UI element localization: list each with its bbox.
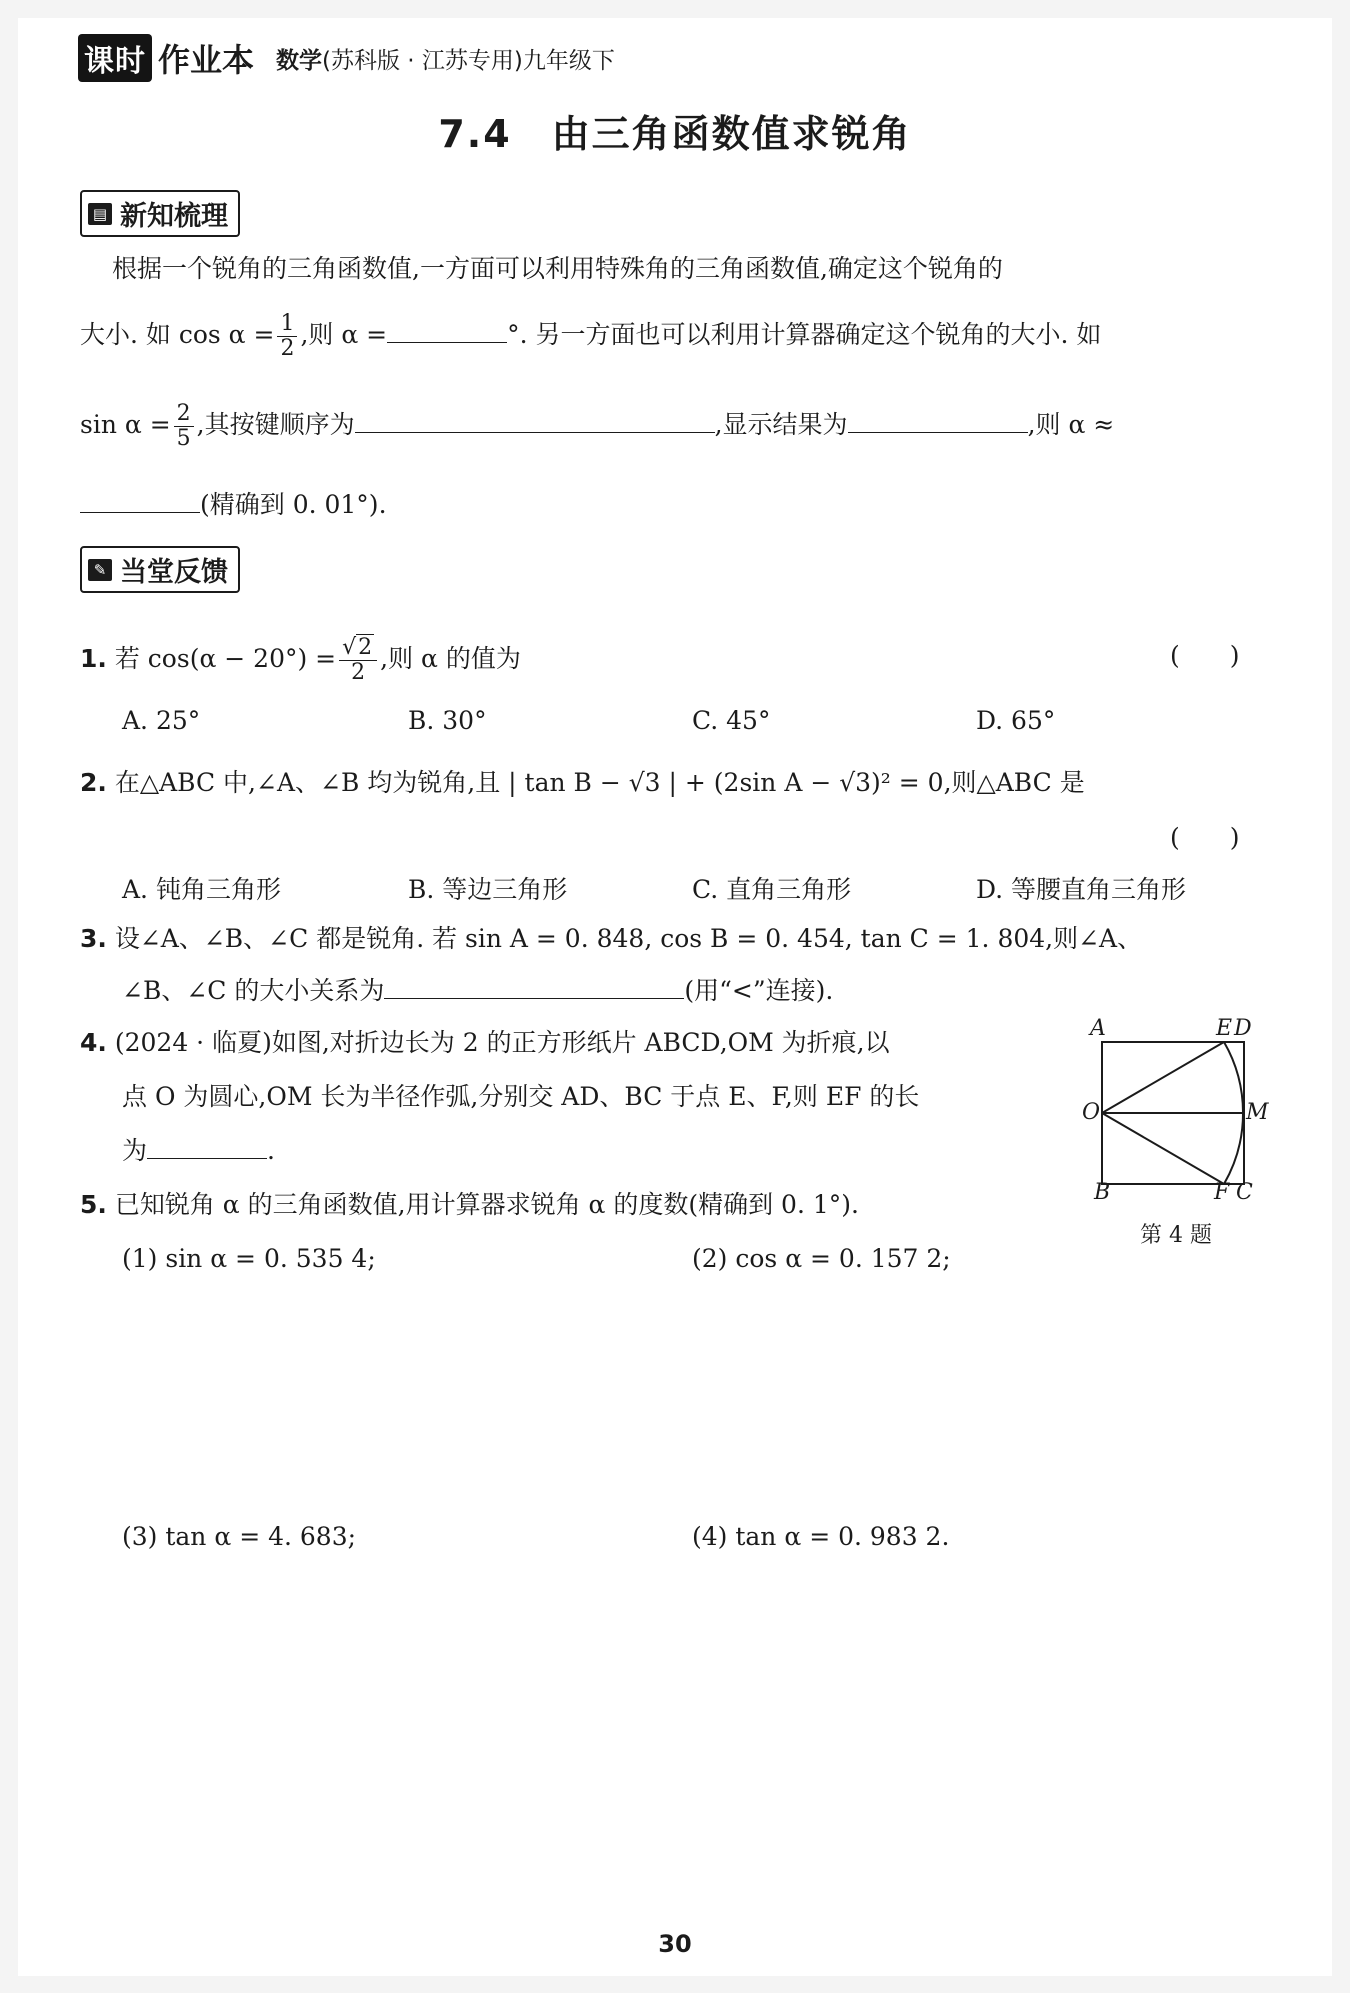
logo-text: 作业本 (158, 41, 255, 79)
section-tag-feedback (80, 546, 240, 593)
text-fragment: ,则 α ≈ (1027, 410, 1115, 440)
answer-blank-angle[interactable] (387, 320, 507, 343)
brand-logo (78, 34, 254, 82)
subject-label (276, 42, 615, 75)
option-d-q1[interactable]: D. 65° (976, 706, 1056, 735)
question-4-line1 (80, 1028, 890, 1058)
section1-line4 (80, 490, 387, 520)
fraction-denominator: 2 (351, 660, 366, 686)
option-b-q1[interactable]: B. 30° (408, 706, 487, 735)
label-d: D (1234, 1016, 1252, 1041)
logo-box: 课时 (78, 34, 152, 82)
option-b-q2[interactable]: B. 等边三角形 (408, 875, 568, 904)
q5-part-1: (1) sin α = 0. 535 4; (122, 1244, 376, 1273)
sqrt-radicand: 2 (358, 635, 373, 660)
text-fragment: 大小. 如 cos α = (80, 320, 275, 350)
text-fragment: sin α = (80, 410, 171, 440)
question-4-line3 (122, 1136, 275, 1166)
question-text: 已知锐角 α 的三角函数值,用计算器求锐角 α 的度数(精确到 0. 1°). (114, 1190, 859, 1219)
label-a: A (1090, 1016, 1106, 1041)
segment-of (1102, 1113, 1224, 1184)
section1-line1: 根据一个锐角的三角函数值,一方面可以利用特殊角的三角函数值,确定这个锐角的 (112, 254, 1003, 283)
answer-blank-display-result[interactable] (848, 410, 1028, 433)
text-fragment: ∠B、∠C 的大小关系为 (122, 976, 385, 1005)
lesson-title: 7.4 由三角函数值求锐角 (438, 112, 912, 156)
segment-oe (1102, 1042, 1224, 1113)
question-2 (80, 768, 1085, 798)
question-3-line2 (122, 976, 833, 1006)
book-icon: ▤ (88, 203, 112, 225)
question-number: 3. (80, 924, 107, 953)
answer-blank-alpha[interactable] (80, 490, 200, 513)
fraction-denominator: 5 (176, 426, 191, 452)
question-text: 在△ABC 中,∠A、∠B 均为锐角,且 | tan B − √3 | + (2sin A − √3)² = 0,则△ABC 是 (114, 768, 1085, 797)
question-1 (80, 636, 521, 685)
question-text: 设∠A、∠B、∠C 都是锐角. 若 sin A = 0. 848, cos B = 0. 454, tan C = 1. 804,则∠A、 (114, 924, 1143, 953)
answer-paren-q1[interactable]: ( ) (1170, 641, 1240, 670)
text-fragment: (用“<”连接). (684, 976, 834, 1005)
fraction-two-fifths (174, 402, 194, 451)
answer-blank-key-sequence[interactable] (355, 410, 715, 433)
fraction-sqrt2-over-2 (339, 636, 377, 685)
label-m: M (1246, 1100, 1269, 1125)
question-text: (2024 · 临夏)如图,对折边长为 2 的正方形纸片 ABCD,OM 为折痕,以 (114, 1028, 890, 1057)
q5-part-4: (4) tan α = 0. 983 2. (692, 1522, 950, 1551)
section1-line3 (80, 402, 1114, 451)
answer-paren-q2[interactable]: ( ) (1170, 823, 1240, 852)
section-tag-label: 当堂反馈 (120, 557, 228, 588)
question-number: 4. (80, 1028, 107, 1057)
question-number: 1. (80, 644, 107, 674)
pencil-icon: ✎ (88, 559, 112, 581)
question-4-line2: 点 O 为圆心,OM 长为半径作弧,分别交 AD、BC 于点 E、F,则 EF 的长 (122, 1082, 920, 1111)
text-fragment: 为 (122, 1136, 148, 1165)
edition-label: (苏科版 · 江苏专用)九年级下 (322, 47, 615, 74)
fraction-numerator: 1 (277, 312, 297, 337)
section1-line2 (80, 312, 1101, 361)
answer-blank-q3[interactable] (384, 976, 684, 999)
question-5 (80, 1190, 859, 1220)
subject-name: 数学 (276, 47, 323, 74)
label-o: O (1082, 1100, 1101, 1125)
text-fragment: °. 另一方面也可以利用计算器确定这个锐角的大小. 如 (507, 320, 1102, 350)
question-number: 5. (80, 1190, 107, 1219)
text-fragment: (精确到 0. 01°). (200, 490, 387, 519)
period: . (267, 1136, 275, 1165)
section-tag-new-knowledge (80, 190, 240, 237)
fraction-numerator: √2 (339, 636, 377, 661)
option-a-q2[interactable]: A. 钝角三角形 (122, 875, 281, 904)
q5-part-2: (2) cos α = 0. 157 2; (692, 1244, 951, 1273)
option-d-q2[interactable]: D. 等腰直角三角形 (976, 875, 1187, 904)
text-fragment: ,其按键顺序为 (196, 410, 355, 440)
label-f: F (1214, 1180, 1230, 1205)
text-fragment: ,则 α 的值为 (380, 644, 521, 674)
fraction-denominator: 2 (280, 336, 295, 362)
answer-blank-q4[interactable] (147, 1136, 267, 1159)
label-c: C (1236, 1180, 1253, 1205)
text-fragment: ,则 α = (300, 320, 388, 350)
label-b: B (1094, 1180, 1111, 1205)
fraction-one-half (277, 312, 297, 361)
section-tag-label: 新知梳理 (120, 201, 228, 232)
question-3-line1 (80, 924, 1142, 954)
label-e: E (1216, 1016, 1233, 1041)
text-fragment: 若 cos(α − 20°) = (114, 644, 337, 674)
option-c-q1[interactable]: C. 45° (692, 706, 771, 735)
fraction-numerator: 2 (174, 402, 194, 427)
page-number: 30 (658, 1930, 692, 1958)
option-a-q1[interactable]: A. 25° (122, 706, 201, 735)
question-number: 2. (80, 768, 107, 797)
option-c-q2[interactable]: C. 直角三角形 (692, 875, 852, 904)
text-fragment: ,显示结果为 (714, 410, 848, 440)
q5-part-3: (3) tan α = 4. 683; (122, 1522, 357, 1551)
figure-caption: 第 4 题 (1140, 1223, 1212, 1248)
page-header (78, 34, 615, 82)
